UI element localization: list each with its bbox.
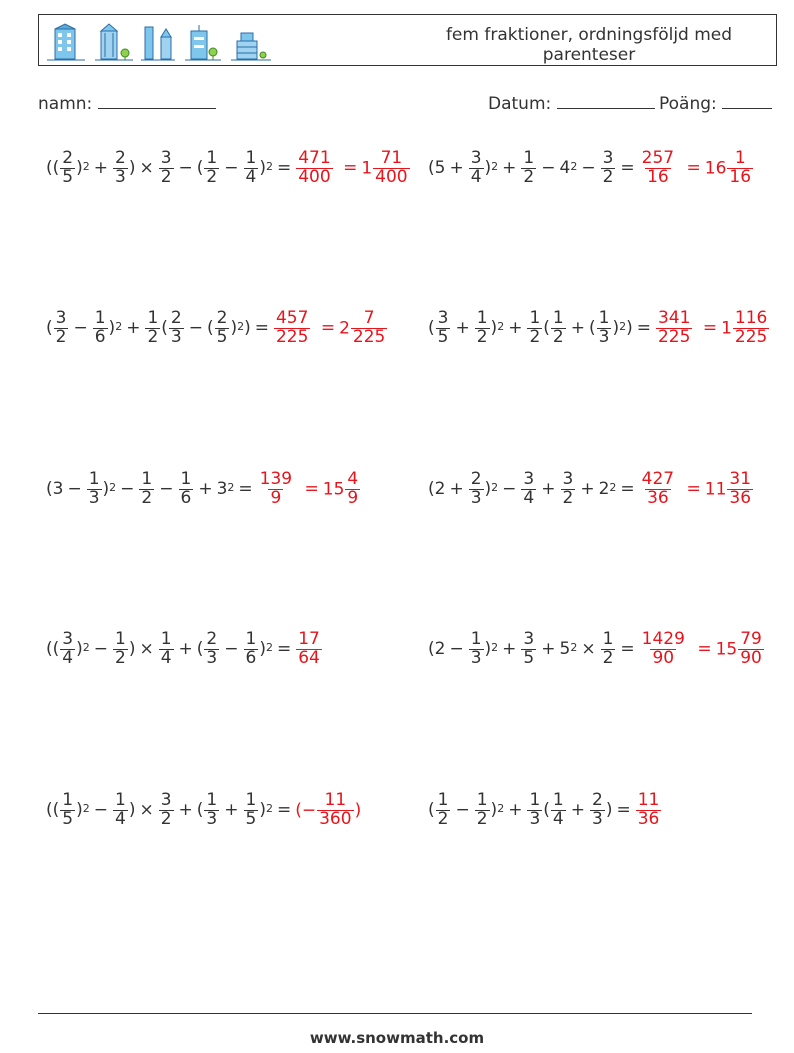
problem-3: ( $\frac{3}{2}$ − $\frac{1}{6}$ ) $^2$ + $\frac{1}{2}$ ( $\frac{2}{3}$ − ( $\frac{2}{5}$ ) $^2$ ) = $\frac{457}{225}$ = 2 $\frac{7}{225}$ [46,298,388,358]
date-field[interactable] [488,94,655,114]
worksheet-title [439,25,739,65]
score-label: Poäng: [659,94,717,114]
footer-site[interactable]: www.snowmath.com [309,1029,485,1047]
problem-6: (2 + $\frac{2}{3}$ ) $^2$ − $\frac{3}{4}$ + $\frac{3}{2}$ + 2 $^2$ = $\frac{427}{36}$ = 11 $\frac{31}{36}$ [428,459,754,519]
answer-4: $\frac{341}{225}$ = 1 $\frac{116}{225}$ [657,307,768,347]
answer-7: $\frac{17}{64}$ [298,628,320,668]
date-label: Datum: [488,94,552,114]
title-line-1: fem fraktioner, ordningsföljd med [445,25,733,45]
date-line[interactable] [557,94,655,109]
problem-9: (( $\frac{1}{5}$ ) $^2$ − $\frac{1}{4}$ ) × $\frac{3}{2}$ + ( $\frac{1}{3}$ + $\frac{1}{5}$ ) $^2$ = (− $\frac{11}{360}$ ) [46,789,362,829]
answer-8: $\frac{1429}{90}$ = 15 $\frac{79}{90}$ [641,628,762,668]
answer-3: $\frac{457}{225}$ = 2 $\frac{7}{225}$ [275,307,386,347]
problem-8: (2 − $\frac{1}{3}$ ) $^2$ + $\frac{3}{5}$ + 5 $^2$ × $\frac{1}{2}$ = $\frac{1429}{90}$ = 15 $\frac{79}{90}$ [428,619,765,679]
answer-6: $\frac{427}{36}$ = 11 $\frac{31}{36}$ [641,468,752,508]
problem-5: (3 − $\frac{1}{3}$ ) $^2$ − $\frac{1}{2}$ − $\frac{1}{6}$ + 3 $^2$ = $\frac{139}{9}$ = 15 $\frac{4}{9}$ [46,459,361,519]
name-field[interactable] [38,94,216,114]
title-line-2: parenteser [542,45,636,65]
name-line[interactable] [98,94,216,109]
name-label: namn: [38,94,93,114]
problem-10: ( $\frac{1}{2}$ − $\frac{1}{2}$ ) $^2$ + $\frac{1}{3}$ ( $\frac{1}{4}$ + $\frac{2}{3}$ ) = $\frac{11}{36}$ [428,780,662,840]
problem-7: (( $\frac{3}{4}$ ) $^2$ − $\frac{1}{2}$ ) × $\frac{1}{4}$ + ( $\frac{2}{3}$ − $\frac{1}{6}$ ) $^2$ = $\frac{17}{64}$ [46,619,323,679]
score-field[interactable] [659,94,772,114]
answer-9: (− $\frac{11}{360}$ ) [295,789,362,829]
answer-2: $\frac{257}{16}$ = 16 $\frac{1}{16}$ [641,147,752,187]
score-line[interactable] [722,94,772,109]
answer-10: $\frac{11}{36}$ [637,789,660,829]
answer-1: $\frac{471}{400}$ = 1 $\frac{71}{400}$ [298,147,408,187]
problem-4: ( $\frac{3}{5}$ + $\frac{1}{2}$ ) $^2$ + $\frac{1}{2}$ ( $\frac{1}{2}$ + ( $\frac{1}{3}$ ) $^2$ ) = $\frac{341}{225}$ = 1 $\frac{116}{225}$ [428,298,770,358]
problem-1: (( $\frac{2}{5}$ ) $^2$ + $\frac{2}{3}$ ) × $\frac{3}{2}$ − ( $\frac{1}{2}$ − $\frac{1}{4}$ ) $^2$ = $\frac{471}{400}$ = 1 $\frac{71}{400}$ [46,138,411,198]
footer-divider [38,1013,752,1014]
worksheet-header [38,14,777,66]
buildings-logo-icon [45,23,275,61]
problem-2: (5 + $\frac{3}{4}$ ) $^2$ + $\frac{1}{2}$ − 4 $^2$ − $\frac{3}{2}$ = $\frac{257}{16}$ = 16 $\frac{1}{16}$ [428,138,754,198]
answer-5: $\frac{139}{9}$ = 15 $\frac{4}{9}$ [259,468,359,508]
